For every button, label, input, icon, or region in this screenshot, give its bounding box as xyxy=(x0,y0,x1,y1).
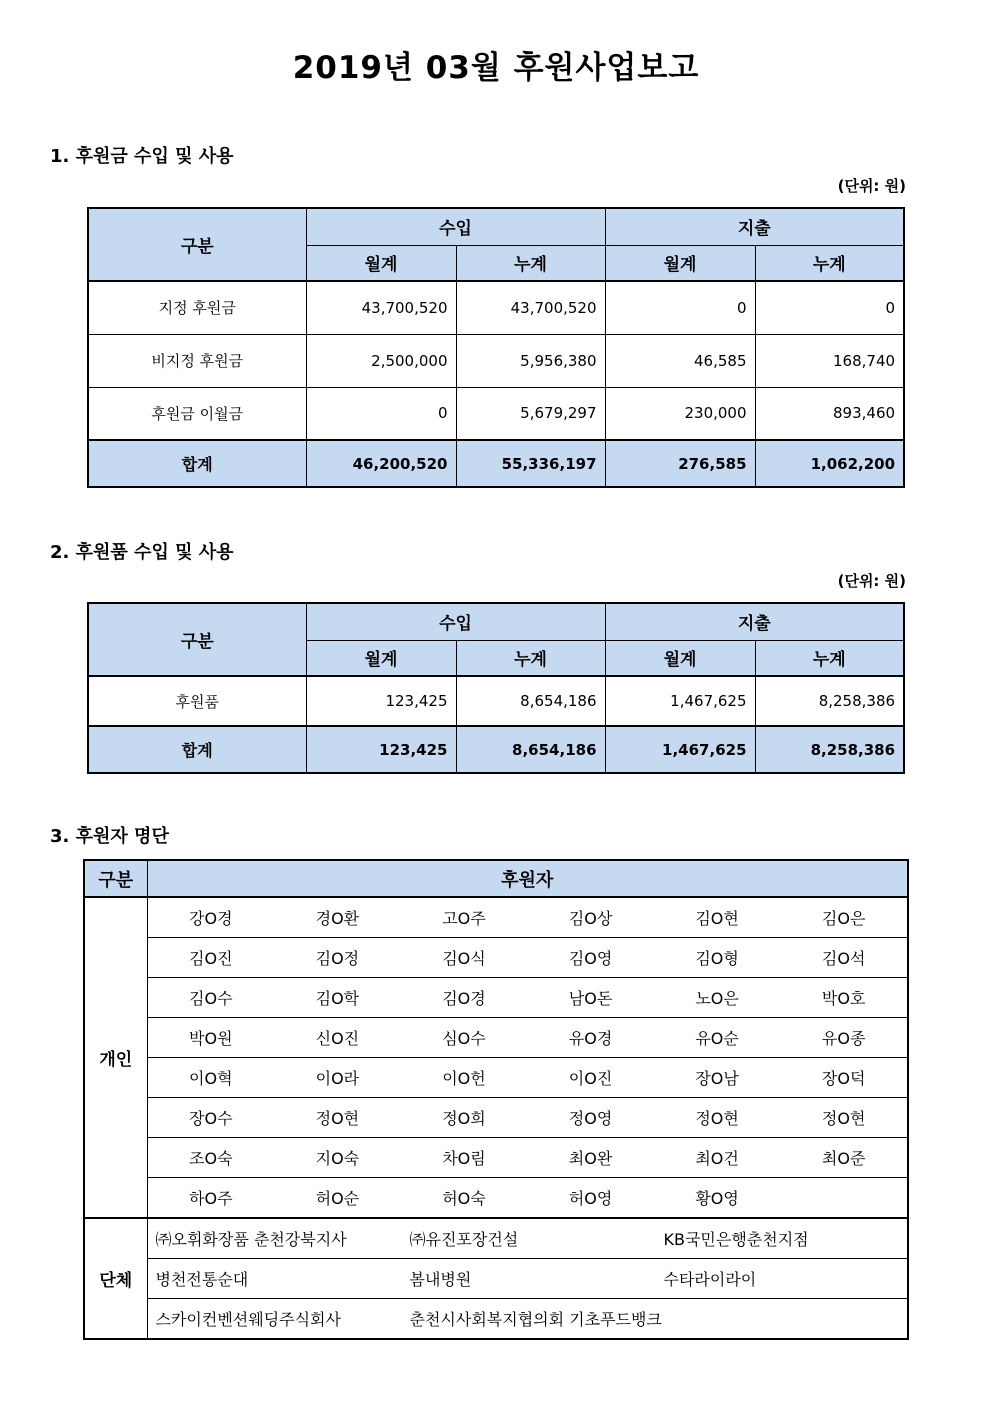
header-income-monthly: 월계 xyxy=(306,640,456,676)
donor-name: 유O종 xyxy=(821,1029,866,1048)
total-income-cumulative: 8,654,186 xyxy=(456,726,605,773)
header-income: 수입 xyxy=(306,208,605,245)
donor-org: 봄내병원 xyxy=(409,1270,472,1289)
donor-org: 수타라이라이 xyxy=(663,1270,757,1289)
total-row xyxy=(88,726,904,773)
donor-name: 황O영 xyxy=(695,1189,739,1208)
donor-name: 박O호 xyxy=(821,989,866,1008)
total-income-cumulative: 55,336,197 xyxy=(456,440,605,487)
donor-name: 이O헌 xyxy=(442,1069,486,1088)
header-expense: 지출 xyxy=(605,603,904,640)
list-item xyxy=(147,897,908,938)
donor-name: 허O영 xyxy=(568,1189,613,1208)
income-cumulative-value: 5,956,380 xyxy=(456,334,605,387)
section2-unit: (단위: 원) xyxy=(837,572,906,590)
expense-cumulative-value: 8,258,386 xyxy=(755,676,904,726)
header-expense: 지출 xyxy=(605,208,904,245)
donor-name: 김O정 xyxy=(315,949,360,968)
donor-org: ㈜오휘화장품 춘천강북지사 xyxy=(155,1230,347,1249)
list-item xyxy=(147,1299,908,1340)
list-item xyxy=(147,1218,908,1259)
donor-name: 신O진 xyxy=(315,1029,360,1048)
donor-name: 허O숙 xyxy=(442,1189,486,1208)
donor-name: 심O수 xyxy=(442,1029,486,1048)
donor-name: 남O돈 xyxy=(568,989,613,1008)
total-expense-monthly: 276,585 xyxy=(605,440,755,487)
donor-name: 하O주 xyxy=(189,1189,233,1208)
expense-monthly-value: 1,467,625 xyxy=(605,676,755,726)
list-item xyxy=(147,1018,908,1058)
donor-name: 김O수 xyxy=(189,989,233,1008)
section1-heading: 1. 후원금 수입 및 사용 xyxy=(50,146,234,167)
donor-name: 고O주 xyxy=(442,909,486,928)
donor-name: 김O형 xyxy=(695,949,739,968)
row-label: 지정 후원금 xyxy=(88,281,306,334)
donor-org: KB국민은행춘천지점 xyxy=(663,1230,809,1249)
header-expense-monthly: 월계 xyxy=(605,245,755,281)
donor-org: 병천전통순대 xyxy=(155,1270,249,1289)
header-category: 구분 xyxy=(84,860,147,897)
donor-name: 김O식 xyxy=(442,949,486,968)
individual-label: 개인 xyxy=(84,897,147,1218)
total-income-monthly: 46,200,520 xyxy=(306,440,456,487)
donor-org xyxy=(664,1307,908,1330)
donor-name: 차O림 xyxy=(442,1149,486,1168)
donor-name: 김O영 xyxy=(568,949,613,968)
donor-name: 최O준 xyxy=(821,1149,866,1168)
header-income-monthly: 월계 xyxy=(306,245,456,281)
list-item xyxy=(147,978,908,1018)
expense-cumulative-value: 168,740 xyxy=(755,334,904,387)
income-cumulative-value: 5,679,297 xyxy=(456,387,605,440)
total-expense-monthly: 1,467,625 xyxy=(605,726,755,773)
donor-name: 김O학 xyxy=(315,989,360,1008)
donor-name: 장O남 xyxy=(695,1069,739,1088)
donor-name: 박O원 xyxy=(189,1029,233,1048)
header-expense-monthly: 월계 xyxy=(605,640,755,676)
income-monthly-value: 0 xyxy=(306,387,456,440)
income-cumulative-value: 8,654,186 xyxy=(456,676,605,726)
donor-name: 허O순 xyxy=(315,1189,360,1208)
donor-name: 김O진 xyxy=(189,949,233,968)
donor-name: 이O진 xyxy=(568,1069,613,1088)
table-row xyxy=(88,387,904,440)
group-label: 단체 xyxy=(84,1218,147,1339)
header-income: 수입 xyxy=(306,603,605,640)
header-donors: 후원자 xyxy=(147,860,908,897)
header-income-cumulative: 누계 xyxy=(456,640,605,676)
list-item xyxy=(147,1259,908,1299)
section2-heading: 2. 후원품 수입 및 사용 xyxy=(50,542,234,563)
donation-goods-table xyxy=(87,602,905,774)
table-row xyxy=(88,334,904,387)
donor-org: 춘천시사회복지협의회 기초푸드뱅크 xyxy=(409,1310,662,1329)
donor-name: 장O수 xyxy=(189,1109,233,1128)
donor-name: 유O순 xyxy=(695,1029,739,1048)
total-row xyxy=(88,440,904,487)
page-title: 2019년 03월 후원사업보고 xyxy=(292,50,700,86)
donor-name: 이O혁 xyxy=(189,1069,233,1088)
income-monthly-value: 43,700,520 xyxy=(306,281,456,334)
donor-name: 김O석 xyxy=(821,949,866,968)
expense-monthly-value: 230,000 xyxy=(605,387,755,440)
total-label: 합계 xyxy=(88,726,306,773)
row-label: 후원금 이월금 xyxy=(88,387,306,440)
donor-name: 김O상 xyxy=(568,909,613,928)
expense-monthly-value: 0 xyxy=(605,281,755,334)
donor-name: 정O영 xyxy=(568,1109,613,1128)
header-expense-cumulative: 누계 xyxy=(755,245,904,281)
donor-org: 스카이컨벤션웨딩주식회사 xyxy=(155,1310,341,1329)
header-income-cumulative: 누계 xyxy=(456,245,605,281)
total-expense-cumulative: 1,062,200 xyxy=(755,440,904,487)
total-label: 합계 xyxy=(88,440,306,487)
section3-heading: 3. 후원자 명단 xyxy=(50,826,169,847)
header-category: 구분 xyxy=(88,603,306,676)
donation-money-table xyxy=(87,207,905,488)
donor-name: 최O완 xyxy=(568,1149,613,1168)
donor-org: ㈜유진포장건설 xyxy=(409,1230,519,1249)
donor-name: 지O숙 xyxy=(315,1149,360,1168)
donor-name: 노O은 xyxy=(695,989,739,1008)
income-monthly-value: 2,500,000 xyxy=(306,334,456,387)
table-row xyxy=(88,676,904,726)
list-item xyxy=(147,1098,908,1138)
donor-name: 정O희 xyxy=(442,1109,486,1128)
donor-name: 강O경 xyxy=(189,909,233,928)
income-monthly-value: 123,425 xyxy=(306,676,456,726)
row-label: 후원품 xyxy=(88,676,306,726)
list-item xyxy=(147,938,908,978)
table-row xyxy=(88,281,904,334)
donor-name: 장O덕 xyxy=(821,1069,866,1088)
donor-name: 이O라 xyxy=(315,1069,360,1088)
donor-name: 경O환 xyxy=(315,909,360,928)
header-category: 구분 xyxy=(88,208,306,281)
expense-cumulative-value: 0 xyxy=(755,281,904,334)
donor-list-table xyxy=(83,859,909,1340)
list-item xyxy=(147,1178,908,1219)
donor-name: 정O현 xyxy=(695,1109,739,1128)
donor-name: 최O건 xyxy=(695,1149,739,1168)
section1-unit: (단위: 원) xyxy=(837,177,906,195)
list-item xyxy=(147,1138,908,1178)
donor-name: 김O현 xyxy=(695,909,739,928)
income-cumulative-value: 43,700,520 xyxy=(456,281,605,334)
donor-name: 유O경 xyxy=(568,1029,613,1048)
header-expense-cumulative: 누계 xyxy=(755,640,904,676)
donor-name: 정O현 xyxy=(821,1109,866,1128)
donor-name: 김O은 xyxy=(821,909,866,928)
donor-name: 정O현 xyxy=(315,1109,360,1128)
donor-name xyxy=(780,1186,907,1209)
row-label: 비지정 후원금 xyxy=(88,334,306,387)
expense-cumulative-value: 893,460 xyxy=(755,387,904,440)
donor-name: 김O경 xyxy=(442,989,486,1008)
expense-monthly-value: 46,585 xyxy=(605,334,755,387)
total-income-monthly: 123,425 xyxy=(306,726,456,773)
list-item xyxy=(147,1058,908,1098)
donor-name: 조O숙 xyxy=(189,1149,233,1168)
total-expense-cumulative: 8,258,386 xyxy=(755,726,904,773)
